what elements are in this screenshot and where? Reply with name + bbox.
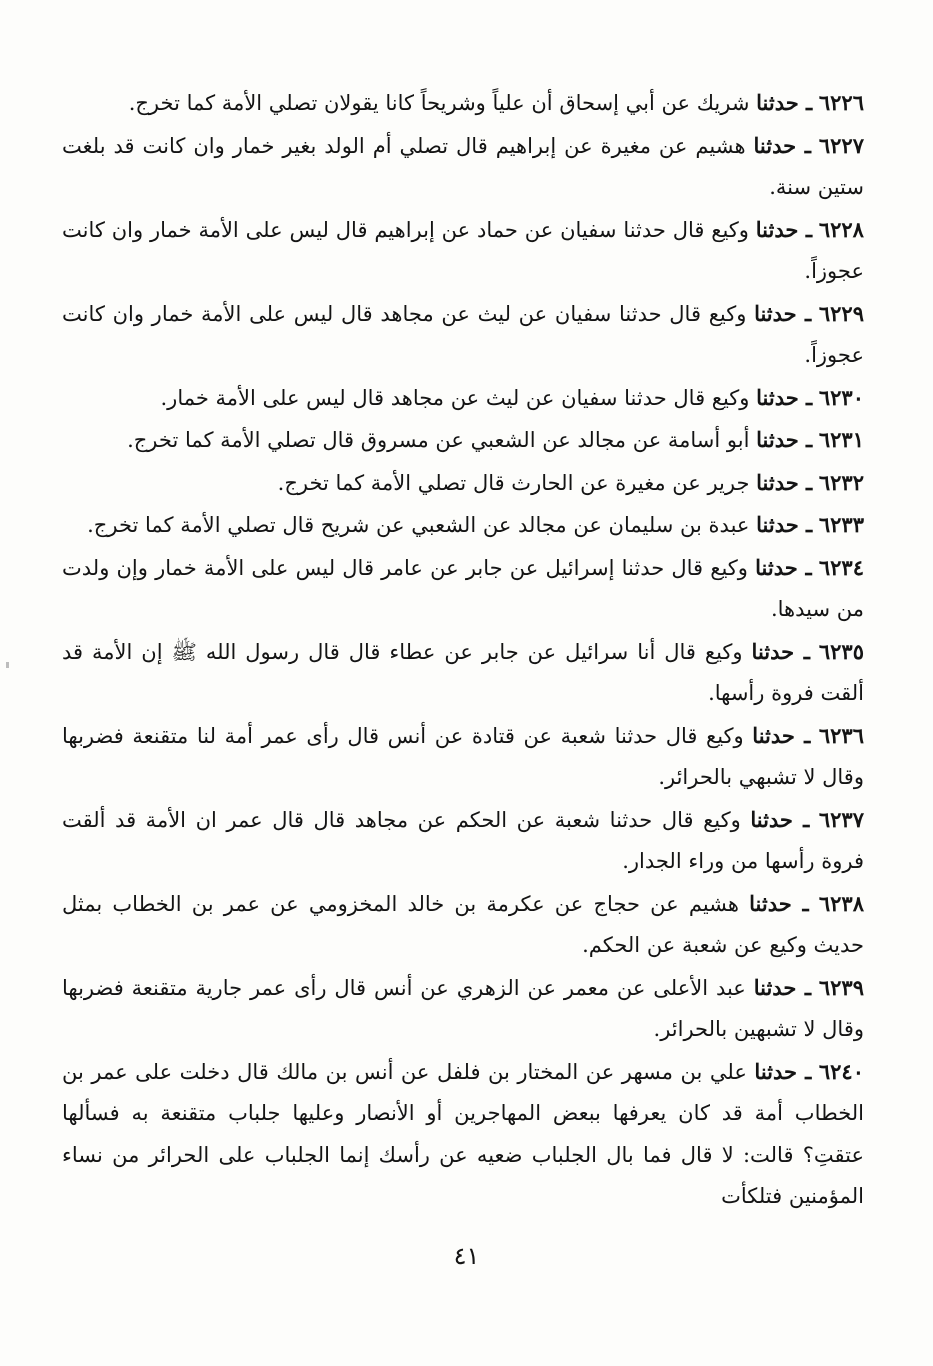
- entry-text: عبد الأعلى عن معمر عن الزهري عن أنس قال رأى عمر جارية متقنعة فضربها وقال لا تشبهين بالحرائر.: [62, 975, 864, 1041]
- entry-lead: ـ حدثنا: [756, 512, 813, 537]
- hadith-text-block: [62, 82, 864, 1218]
- hadith-entry-6238: [62, 883, 864, 967]
- entry-number: ٦٢٣٥: [818, 638, 864, 664]
- entry-lead: ـ حدثنا: [752, 722, 811, 748]
- entry-text: وكيع قال أنا سرائيل عن جابر عن عطاء قال قال رسول الله ﷺ إن الأمة قد ألقت فروة رأسها.: [62, 639, 864, 705]
- entry-lead: ـ حدثنا: [754, 1058, 812, 1084]
- hadith-entry-6239: [62, 967, 864, 1051]
- entry-lead: ـ حدثنا: [753, 974, 811, 1000]
- entry-lead: ـ حدثنا: [749, 890, 809, 916]
- hadith-entry-6232: [62, 462, 864, 505]
- entry-text: علي بن مسهر عن المختار بن فلفل عن أنس بن مالك قال دخلت على عمر بن الخطاب أمة قد كان يعرفها ببعض المهاجرين أو الأنصار وعليها جلباب متقنعة به فسألها عتقتِ؟ قالت: لا قال فما بال الجلباب ضعيه عن رأسك إنما الجلباب على الحرائر من نساء المؤمنين فتلكأت: [62, 1059, 864, 1208]
- entry-number: ٦٢٣٦: [818, 722, 864, 748]
- hadith-entry-6228: [62, 209, 864, 293]
- hadith-entry-6236: [62, 715, 864, 799]
- entry-number: ٦٢٣٢: [818, 469, 864, 495]
- entry-text: وكيع قال حدثنا سفيان عن ليث عن مجاهد قال ليس على الأمة خمار.: [160, 385, 757, 410]
- entry-lead: ـ حدثنا: [751, 638, 810, 664]
- entry-text: وكيع قال حدثنا شعبة عن الحكم عن مجاهد قال قال عمر ان الأمة قد ألقت فروة رأسها من وراء الجدار.: [62, 807, 864, 873]
- entry-text: جرير عن مغيرة عن الحارث قال تصلي الأمة كما تخرج.: [277, 470, 757, 495]
- entry-number: ٦٢٢٦: [818, 90, 864, 115]
- entry-number: ٦٢٣٠: [818, 384, 864, 410]
- entry-text: وكيع قال حدثنا شعبة عن قتادة عن أنس قال رأى عمر أمة لنا متقنعة فضربها وقال لا تشبهي بالحرائر.: [62, 723, 864, 789]
- entry-text: شريك عن أبي إسحاق أن علياً وشريحاً كانا يقولان تصلي الأمة كما تخرج.: [128, 91, 757, 115]
- entry-text: وكيع قال حدثنا إسرائيل عن جابر عن عامر قال ليس على الأمة خمار وإن ولدت من سيدها.: [62, 555, 864, 621]
- entry-lead: ـ حدثنا: [756, 90, 813, 115]
- entry-lead: ـ حدثنا: [756, 384, 813, 410]
- entry-number: ٦٢٣٩: [818, 974, 864, 1000]
- entry-number: ٦٢٣٣: [818, 512, 864, 537]
- entry-number: ٦٢٤٠: [818, 1058, 864, 1084]
- hadith-entry-6230: [62, 377, 864, 420]
- page-number: ٤١: [453, 1242, 480, 1270]
- entry-text: هشيم عن مغيرة عن إبراهيم قال تصلي أم الولد بغير خمار وان كانت قد بلغت ستين سنة.: [62, 133, 864, 199]
- entry-text: وكيع قال حدثنا سفيان عن حماد عن إبراهيم قال ليس على الأمة خمار وان كانت عجوزاً.: [62, 217, 864, 283]
- entry-number: ٦٢٣٤: [818, 554, 864, 580]
- entry-text: وكيع قال حدثنا سفيان عن ليث عن مجاهد قال ليس على الأمة خمار وان كانت عجوزاً.: [62, 301, 864, 367]
- entry-number: ٦٢٣٨: [818, 890, 864, 916]
- hadith-entry-6226: [62, 82, 864, 125]
- scan-edge-mark: [6, 662, 9, 668]
- entry-lead: ـ حدثنا: [756, 427, 813, 452]
- hadith-entry-6227: [62, 125, 864, 209]
- hadith-entry-6234: [62, 547, 864, 631]
- entry-text: عبدة بن سليمان عن مجالد عن الشعبي عن شريح قال تصلي الأمة كما تخرج.: [87, 513, 757, 537]
- hadith-entry-6237: [62, 799, 864, 883]
- entry-number: ٦٢٢٧: [818, 132, 864, 158]
- entry-lead: ـ حدثنا: [753, 132, 811, 158]
- entry-number: ٦٢٢٨: [818, 216, 864, 242]
- hadith-entry-6240: [62, 1051, 864, 1218]
- hadith-entry-6233: [62, 504, 864, 547]
- entry-text: هشيم عن حجاج عن عكرمة بن خالد المخزومي عن عمر بن الخطاب بمثل حديث وكيع عن شعبة عن الحكم.: [62, 891, 864, 957]
- entry-lead: ـ حدثنا: [755, 554, 812, 580]
- hadith-entry-6229: [62, 293, 864, 377]
- hadith-entry-6235: [62, 631, 864, 715]
- hadith-entry-6231: [62, 419, 864, 462]
- entry-number: ٦٢٣١: [818, 427, 864, 452]
- entry-lead: ـ حدثنا: [750, 806, 810, 832]
- entry-number: ٦٢٣٧: [818, 806, 864, 832]
- entry-number: ٦٢٢٩: [818, 300, 864, 326]
- entry-lead: ـ حدثنا: [755, 216, 812, 242]
- entry-lead: ـ حدثنا: [754, 300, 812, 326]
- entry-lead: ـ حدثنا: [756, 469, 813, 495]
- entry-text: أبو أسامة عن مجالد عن الشعبي عن مسروق قال تصلي الأمة كما تخرج.: [127, 428, 757, 452]
